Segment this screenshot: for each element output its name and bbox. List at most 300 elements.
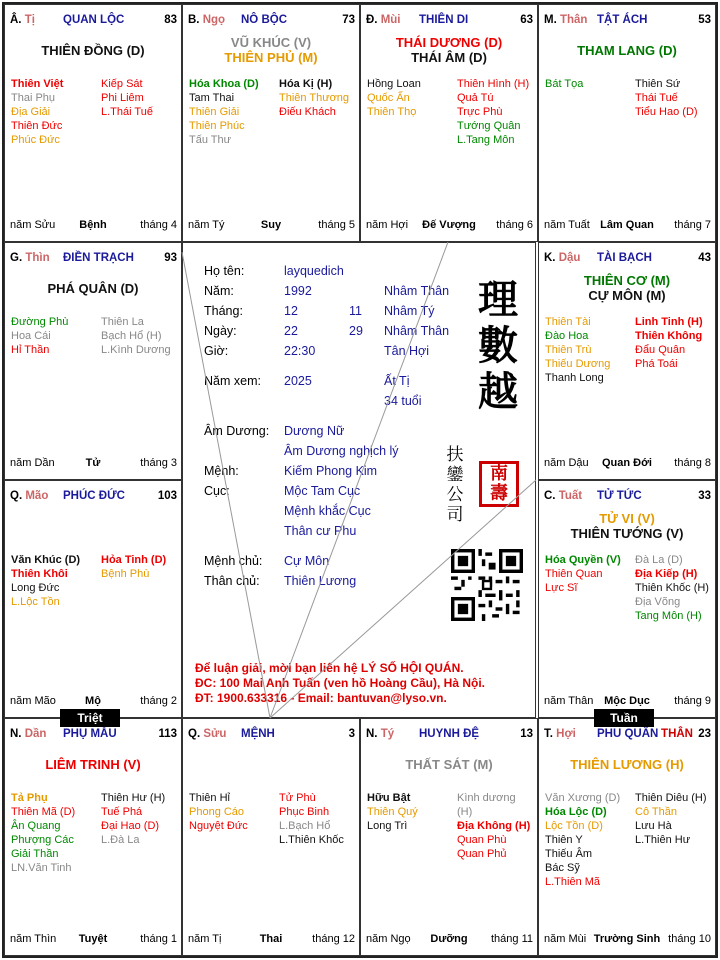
minor-star: Thiên Diêu (H) [635, 792, 707, 804]
main-star: TỬ VI (V) [599, 511, 655, 526]
minor-star: Thiên Việt [11, 78, 64, 90]
minor-star: Hữu Bật [367, 792, 411, 804]
can-chi [188, 14, 225, 26]
earthly-branch: Dậu [558, 252, 581, 264]
heavenly-stem: Đ. [366, 14, 378, 26]
palace-year: năm Tý [188, 219, 225, 231]
minor-star: Thai Phụ [11, 92, 56, 104]
earthly-branch: Thìn [25, 252, 50, 264]
main-stars [539, 757, 715, 772]
minor-star: Lực Sĩ [545, 582, 578, 594]
minor-star: Tử Phù [279, 792, 316, 804]
can-chi [188, 728, 226, 740]
minor-star: Lộc Tồn (D) [545, 820, 603, 832]
main-stars [539, 511, 715, 541]
palace-header [543, 252, 711, 266]
main-star: PHÁ QUÂN (D) [47, 281, 139, 296]
minor-star: Thiên Quý [367, 806, 418, 818]
minor-star: Bát Tọa [545, 78, 584, 90]
heavenly-stem: Q. [10, 490, 23, 502]
main-stars [361, 35, 537, 65]
earthly-branch: Ngọ [202, 14, 226, 26]
heavenly-stem: Â. [10, 14, 22, 26]
day-value: 22 [284, 324, 298, 338]
palace-year: năm Mùi [544, 933, 587, 945]
minor-star: Thiên Khốc (H) [635, 582, 709, 594]
minor-star: Thiên Quan [545, 568, 603, 580]
palace-cell-dau[interactable] [538, 242, 716, 480]
can-chi [10, 728, 46, 740]
red-seal-stamp: 南 壽 [479, 461, 519, 507]
minor-star: Tả Phụ [11, 792, 48, 804]
notice-address: ĐC: 100 Mai Anh Tuấn (ven hồ Hoàng Cầu), Hà Nội. [195, 676, 486, 690]
palace-footer [187, 219, 355, 233]
earthly-branch: Tị [24, 14, 35, 26]
can-chi [10, 252, 50, 264]
year-value: 1992 [284, 284, 312, 298]
earthly-branch: Mão [25, 490, 49, 502]
minor-star: Tam Thai [189, 92, 235, 104]
contact-notice [195, 661, 535, 706]
minor-star: Hóa Kị (H) [279, 78, 333, 90]
life-stage: Bệnh [79, 219, 107, 231]
earthly-branch: Tý [380, 728, 395, 740]
minor-star: Thiên Y [545, 834, 583, 846]
minor-stars-left [367, 77, 421, 119]
minor-star: Kình dương (H) [457, 792, 516, 818]
minor-star: Tấu Thư [189, 134, 232, 146]
minor-stars-left [189, 77, 259, 147]
minor-stars-left [545, 77, 583, 91]
life-stage: Mộc Dục [604, 695, 650, 707]
minor-star: Hồng Loan [367, 78, 421, 90]
minor-star: Đà La (D) [635, 554, 683, 566]
minor-star: Lưu Hà [635, 820, 672, 832]
palace-header [543, 14, 711, 28]
minor-stars-right [101, 791, 165, 847]
minor-star: Thiên Mã (D) [11, 806, 76, 818]
yin-yang-label: Âm Dương: [204, 424, 270, 438]
minor-star: Phục Binh [279, 806, 330, 818]
minor-star: LN.Văn Tinh [11, 862, 72, 874]
main-star: THIÊN CƠ (M) [583, 273, 671, 288]
minor-stars-right [101, 77, 153, 119]
palace-age: 103 [157, 490, 177, 502]
life-stage: Mộ [85, 695, 101, 707]
destiny-lord-label: Mệnh chủ: [204, 554, 263, 568]
palace-cell-tuat[interactable] [538, 480, 716, 718]
minor-star: Tang Môn (H) [635, 610, 702, 622]
minor-star: Thiên Hư (H) [101, 792, 166, 804]
life-stage: Tử [85, 457, 101, 469]
minor-stars-right [635, 791, 707, 847]
palace-age: 113 [158, 728, 177, 740]
cuc-label: Cục: [204, 484, 230, 498]
minor-star: L.Kình Dương [101, 344, 171, 356]
palace-month: tháng 5 [318, 219, 355, 231]
minor-star: Thiên Hỉ [189, 792, 230, 804]
main-star: THẤT SÁT (M) [405, 757, 493, 772]
palace-month: tháng 8 [674, 457, 711, 469]
heavenly-stem: N. [10, 728, 22, 740]
life-stage: Đế Vượng [422, 219, 476, 231]
cuc-value: Mộc Tam Cục [284, 484, 361, 498]
palace-month: tháng 10 [668, 933, 711, 945]
life-stage: Thai [259, 933, 283, 945]
palace-cell-ngo[interactable] [182, 4, 360, 242]
minor-star: Bệnh Phù [101, 568, 150, 580]
minor-stars-left [11, 791, 75, 875]
minor-star: Hỏa Tinh (D) [101, 554, 167, 566]
minor-star: Thiên Đức [11, 120, 63, 132]
palace-year: năm Thìn [10, 933, 57, 945]
destiny-value: Kiếm Phong Kim [284, 464, 378, 478]
minor-star: Phượng Các [11, 834, 74, 846]
can-chi [544, 490, 582, 502]
minor-star: Bạch Hổ (H) [101, 330, 162, 342]
minor-star: L.Thiên Hư [635, 834, 691, 846]
month-value: 12 [284, 304, 298, 318]
minor-star: Đại Hao (D) [101, 820, 160, 832]
minor-stars-left [545, 791, 620, 889]
minor-star: Thiên Trù [545, 344, 592, 356]
main-stars [539, 43, 715, 58]
yin-yang-value: Dương Nữ [284, 424, 345, 438]
minor-star: Quốc Ấn [367, 92, 410, 104]
minor-star: Phi Liêm [101, 92, 144, 104]
main-star: THÁI DƯƠNG (D) [395, 35, 503, 50]
minor-star: Quan Phủ [457, 848, 507, 860]
earthly-branch: Tuất [558, 490, 583, 502]
palace-name: HUYNH ĐỆ [419, 728, 480, 740]
palace-month: tháng 2 [140, 695, 177, 707]
palace-month: tháng 1 [140, 933, 177, 945]
palace-cell-thin[interactable] [4, 242, 182, 480]
palace-year: năm Thân [544, 695, 594, 707]
palace-year: năm Tị [188, 933, 222, 945]
minor-star: Đào Hoa [545, 330, 589, 342]
palace-year: năm Dần [10, 457, 55, 469]
can-chi [544, 728, 576, 740]
minor-star: Hóa Quyền (V) [545, 554, 621, 566]
palace-year: năm Mão [10, 695, 56, 707]
palace-name: MỆNH [241, 728, 275, 740]
month-canchi: Nhâm Tý [384, 304, 435, 318]
palace-header [187, 728, 355, 742]
earthly-branch: Thân [559, 14, 588, 26]
minor-star: Văn Xương (D) [545, 792, 621, 804]
palace-footer [187, 933, 355, 947]
minor-star: Hỉ Thần [11, 344, 50, 356]
heavenly-stem: G. [10, 252, 23, 264]
palace-name: PHÚC ĐỨC [63, 490, 125, 502]
palace-year: năm Hợi [366, 219, 409, 231]
minor-star: L.Bạch Hổ [279, 820, 331, 832]
can-chi [366, 728, 394, 740]
palace-age: 13 [520, 728, 533, 740]
heavenly-stem: C. [544, 490, 556, 502]
can-chi [544, 252, 580, 264]
minor-star: Hoa Cái [11, 330, 51, 342]
main-star: THIÊN TƯỚNG (V) [570, 526, 684, 541]
minor-star: Đẩu Quân [635, 344, 686, 356]
name-label: Họ tên: [204, 264, 245, 278]
tuan-badge: Tuần [594, 709, 654, 727]
minor-star: Ân Quang [11, 820, 61, 832]
palace-year: năm Dậu [544, 457, 589, 469]
main-stars [5, 43, 181, 58]
palace-footer [9, 933, 177, 947]
can-chi [10, 490, 48, 502]
palace-footer [365, 219, 533, 233]
palace-name: PHU QUÂN [597, 728, 659, 740]
palace-age: 33 [698, 490, 711, 502]
minor-star: Thiếu Âm [545, 848, 593, 860]
heavenly-stem: Q. [188, 728, 201, 740]
life-stage: Tuyệt [78, 933, 108, 945]
palace-footer [9, 695, 177, 709]
life-stage: Quan Đới [602, 457, 652, 469]
month-label: Tháng: [204, 304, 243, 318]
palace-month: tháng 11 [490, 933, 533, 945]
minor-star: Thái Tuế [635, 92, 678, 104]
earthly-branch: Dần [24, 728, 47, 740]
year-canchi: Nhâm Thân [384, 284, 450, 298]
life-stage: Suy [260, 219, 282, 231]
palace-footer [543, 933, 711, 947]
minor-star: L.Thiên Khốc [279, 834, 344, 846]
palace-footer [543, 457, 711, 471]
palace-age: 93 [164, 252, 177, 264]
palace-year: năm Tuất [544, 219, 590, 231]
minor-stars-right [279, 791, 344, 847]
minor-star: Bác Sỹ [545, 862, 580, 874]
minor-stars-left [189, 791, 248, 833]
palace-name: TỬ TỨC [597, 490, 642, 502]
view-year-value: 2025 [284, 374, 312, 388]
main-stars [183, 35, 359, 65]
palace-header [9, 14, 177, 28]
palace-name: NÔ BỘC [241, 14, 287, 26]
earthly-branch: Mùi [380, 14, 401, 26]
body-palace: Thân cư Phu [284, 524, 357, 538]
minor-star: Thiên Hình (H) [457, 78, 530, 90]
minor-stars-right [101, 553, 166, 581]
minor-star: Địa Võng [635, 596, 681, 608]
minor-star: Thanh Long [545, 372, 604, 384]
minor-star: Thiếu Dương [545, 358, 611, 370]
palace-header [9, 252, 177, 266]
palace-cell-than[interactable] [538, 4, 716, 242]
body-lord-value: Thiên Lương [284, 574, 357, 588]
palace-age: 73 [342, 14, 355, 26]
destiny-label: Mệnh: [204, 464, 239, 478]
minor-star: Kiếp Sát [101, 78, 143, 90]
minor-stars-right [635, 315, 703, 371]
palace-cell-ty[interactable] [4, 4, 182, 242]
palace-cell-hoi[interactable] [538, 718, 716, 956]
palace-year: năm Sửu [10, 219, 56, 231]
minor-star: Phúc Đức [11, 134, 60, 146]
minor-star: Địa Kiếp (H) [635, 568, 698, 580]
destiny-lord-value: Cự Môn [284, 554, 330, 568]
minor-star: L.Thái Tuế [101, 106, 153, 118]
company-calligraphy: 扶鑾公司 [446, 445, 464, 525]
palace-footer [543, 695, 711, 709]
minor-stars-right [279, 77, 349, 119]
palace-name: TÀI BẠCH [597, 252, 652, 264]
brand-calligraphy [473, 277, 523, 461]
minor-star: Thiên La [101, 316, 144, 328]
main-star: THAM LANG (D) [577, 43, 677, 58]
notice-line: Để luận giải, mời bạn liên hệ LÝ SỐ HỘI QUÁN. [195, 661, 464, 675]
palace-cell-dan[interactable] [4, 718, 182, 956]
minor-stars-left [11, 315, 68, 357]
name-value: layquedich [284, 264, 344, 278]
life-stage: Lâm Quan [600, 219, 654, 231]
palace-name: PHỤ MẪU [63, 728, 117, 740]
earthly-branch: Sửu [203, 728, 227, 740]
minor-star: Hóa Khoa (D) [189, 78, 259, 90]
main-stars [5, 281, 181, 296]
palace-header [543, 728, 711, 742]
minor-stars-left [11, 77, 63, 147]
hour-canchi: Tân Hợi [384, 344, 430, 358]
minor-star: Điếu Khách [279, 106, 336, 118]
life-stage: Trường Sinh [593, 933, 661, 945]
triet-badge: Triệt [60, 709, 120, 727]
minor-star: Tuế Phá [101, 806, 143, 818]
minor-star: Tướng Quân [457, 120, 521, 132]
palace-month: tháng 6 [496, 219, 533, 231]
minor-stars-right [635, 77, 698, 119]
hour-label: Giờ: [204, 344, 229, 358]
minor-star: Thiên Thương [279, 92, 350, 104]
minor-star: Long Đức [11, 582, 60, 594]
main-stars [361, 757, 537, 772]
minor-star: Thiên Thọ [367, 106, 417, 118]
palace-age: 23 [698, 728, 711, 740]
minor-stars-right [101, 315, 171, 357]
hour-value: 22:30 [284, 344, 316, 358]
main-star: THIÊN PHỦ (M) [224, 50, 318, 65]
minor-star: Trực Phù [457, 106, 503, 118]
minor-star: Đường Phù [11, 316, 69, 328]
minor-star: Cô Thần [635, 806, 677, 818]
palace-year: năm Ngọ [366, 933, 411, 945]
minor-star: Quan Phù [457, 834, 507, 846]
view-year-label: Năm xem: [204, 374, 261, 388]
palace-cell-mui[interactable] [360, 4, 538, 242]
minor-star: Thiên Không [635, 330, 703, 342]
minor-star: Linh Tinh (H) [635, 316, 703, 328]
day-label: Ngày: [204, 324, 237, 338]
qr-code[interactable] [451, 549, 523, 621]
minor-stars-left [545, 553, 621, 595]
minor-stars-right [457, 77, 529, 147]
main-stars [5, 757, 181, 772]
can-chi [366, 14, 401, 26]
minor-star: Phong Cáo [189, 806, 245, 818]
palace-name: THIÊN DI [419, 14, 469, 26]
palace-age: 53 [698, 14, 711, 26]
main-stars [539, 273, 715, 303]
minor-star: Hóa Lộc (D) [545, 806, 607, 818]
minor-star: Thiên Khôi [11, 568, 68, 580]
minor-stars-right [635, 553, 709, 623]
body-lord-label: Thân chủ: [204, 574, 260, 588]
palace-cell-mao[interactable] [4, 480, 182, 718]
minor-star: Địa Giải [11, 106, 51, 118]
main-star: THIÊN ĐỒNG (D) [41, 43, 145, 58]
heavenly-stem: B. [188, 14, 200, 26]
calligraphy-char: 越 [478, 368, 518, 415]
palace-header [365, 14, 533, 28]
minor-star: Thiên Sứ [635, 78, 681, 90]
age-value: 34 tuổi [384, 394, 422, 408]
minor-star: Giải Thần [11, 848, 59, 860]
minor-star: L.Thiên Mã [545, 876, 601, 888]
minor-star: Nguyệt Đức [189, 820, 248, 832]
lunar-month-value: 11 [349, 304, 362, 318]
main-star: LIÊM TRINH (V) [45, 757, 141, 772]
center-info-panel [182, 242, 536, 718]
main-star: THIÊN LƯƠNG (H) [570, 757, 684, 772]
earthly-branch: Hợi [556, 728, 576, 740]
calligraphy-char: 數 [478, 322, 518, 369]
palace-footer [543, 219, 711, 233]
notice-phone-email: ĐT: 1900.633316 - Email: bantuvan@lyso.vn. [195, 691, 447, 705]
heavenly-stem: T. [544, 728, 553, 740]
can-chi [10, 14, 35, 26]
minor-star: L.Đà La [101, 834, 140, 846]
minor-stars-left [11, 553, 80, 609]
minor-star: Quả Tú [457, 92, 494, 104]
palace-cell-ty2[interactable] [360, 718, 538, 956]
palace-name: ĐIỀN TRẠCH [63, 252, 134, 264]
yin-yang-note: Âm Dương nghịch lý [284, 444, 399, 458]
lunar-day-value: 29 [349, 324, 363, 338]
year-label: Năm: [204, 284, 234, 298]
palace-age: 63 [520, 14, 533, 26]
palace-age: 43 [698, 252, 711, 264]
calligraphy-char: 理 [478, 276, 518, 323]
minor-star: Địa Không (H) [457, 820, 531, 832]
palace-header [187, 14, 355, 28]
minor-star: Thiên Phúc [189, 120, 245, 132]
palace-footer [9, 457, 177, 471]
palace-header [365, 728, 533, 742]
body-palace-marker: THÂN [661, 728, 693, 740]
palace-header [9, 490, 177, 504]
palace-footer [9, 219, 177, 233]
minor-star: Thiên Tài [545, 316, 591, 328]
minor-star: L.Tang Môn [457, 134, 515, 146]
palace-month: tháng 12 [312, 933, 355, 945]
palace-month: tháng 3 [140, 457, 177, 469]
palace-header [9, 728, 177, 742]
palace-cell-suu[interactable] [182, 718, 360, 956]
minor-stars-left [367, 791, 418, 833]
life-stage: Dưỡng [430, 933, 468, 945]
view-year-canchi: Ất Tị [384, 374, 410, 388]
minor-star: Long Trì [367, 820, 408, 832]
day-canchi: Nhâm Thân [384, 324, 450, 338]
minor-stars-right [457, 791, 533, 861]
minor-stars-left [545, 315, 610, 385]
palace-header [543, 490, 711, 504]
palace-age: 3 [348, 728, 355, 740]
